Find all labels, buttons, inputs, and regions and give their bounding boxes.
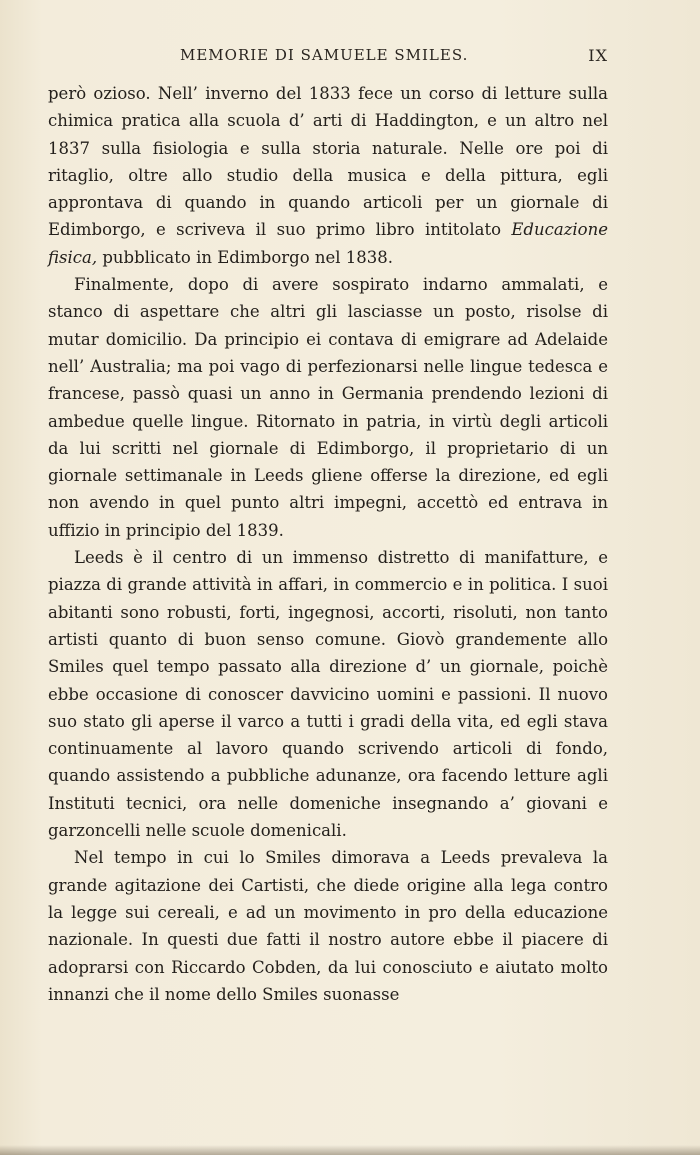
paragraph-2-run-1: Finalmente, dopo di avere sospirato indarno ammalati, e stanco di aspettare che altri gli lasciasse un posto, risolse di mutar domicilio. Da principio ei contava di emigrare ad Adelaide nell’ Australia; ma poi vago di perfezionarsi nelle lingue tedesca e francese, passò quasi un anno in Germania prendendo lezioni di ambedue quelle lingue. Ritornato in patria, in virtù degli articoli da lui scritti nel giornale di Edimborgo, il proprietario di un giornale settimanale in Leeds gliene offerse la direzione, ed egli non avendo in quel punto altri impegni, accettò ed entrava in uffizio in principio del 1839. bbox=[48, 275, 608, 540]
paragraph-2 bbox=[48, 271, 608, 544]
paragraph-4-run-1: Nel tempo in cui lo Smiles dimorava a Leeds prevaleva la grande agitazione dei Cartisti, che diede origine alla lega contro la legge sui cereali, e ad un movimento in pro della educazione nazionale. In questi due fatti il nostro autore ebbe il piacere di adoprarsi con Riccardo Cobden, da lui conosciuto e aiutato molto innanzi che il nome dello Smiles suonasse bbox=[48, 848, 608, 1004]
book-title-italic: Educazione fisica, bbox=[48, 220, 608, 267]
running-head: MEMORIE DI SAMUELE SMILES. bbox=[180, 46, 469, 64]
paragraph-1-run-3: pubblicato in Edimborgo nel 1838. bbox=[97, 247, 394, 267]
paragraph-4 bbox=[48, 844, 608, 1008]
paragraph-3-run-1: Leeds è il centro di un immenso distretto di manifatture, e piazza di grande attività in affari, in commercio e in politica. I suoi abitanti sono robusti, forti, ingegnosi, accorti, risoluti, non tanto artisti quanto di buon senso comune. Giovò grandemente allo Smiles quel tempo passato alla direzione d’ un giornale, poichè ebbe occasione di conoscer davvicino uomini e passioni. Il nuovo suo stato gli aperse il varco a tutti i gradi della vita, ed egli stava continuamente al lavoro quando scrivendo articoli di fondo, quando assistendo a pubbliche adunanze, ora facendo letture agli Instituti tecnici, ora nelle domeniche insegnando a’ giovani e garzoncelli nelle scuole domenicali. bbox=[48, 548, 608, 841]
paragraph-1-run-1: però ozioso. Nell’ inverno del 1833 fece un corso di letture sulla chimica pratica alla scuola d’ arti di Haddington, e un altro nel 1837 sulla fisiologia e sulla storia naturale. Nelle ore poi di ritaglio, oltre allo studio della musica e della pittura, egli approntava di quando in quando articoli per un giornale di Edimborgo, e scriveva il suo primo libro intitolato bbox=[48, 84, 608, 240]
page-number: IX bbox=[588, 46, 608, 65]
page-edge-shadow bbox=[0, 1145, 700, 1155]
paragraph-3 bbox=[48, 544, 608, 844]
page-header bbox=[48, 46, 608, 70]
paragraph-1 bbox=[48, 80, 608, 271]
body-text bbox=[48, 80, 608, 1008]
